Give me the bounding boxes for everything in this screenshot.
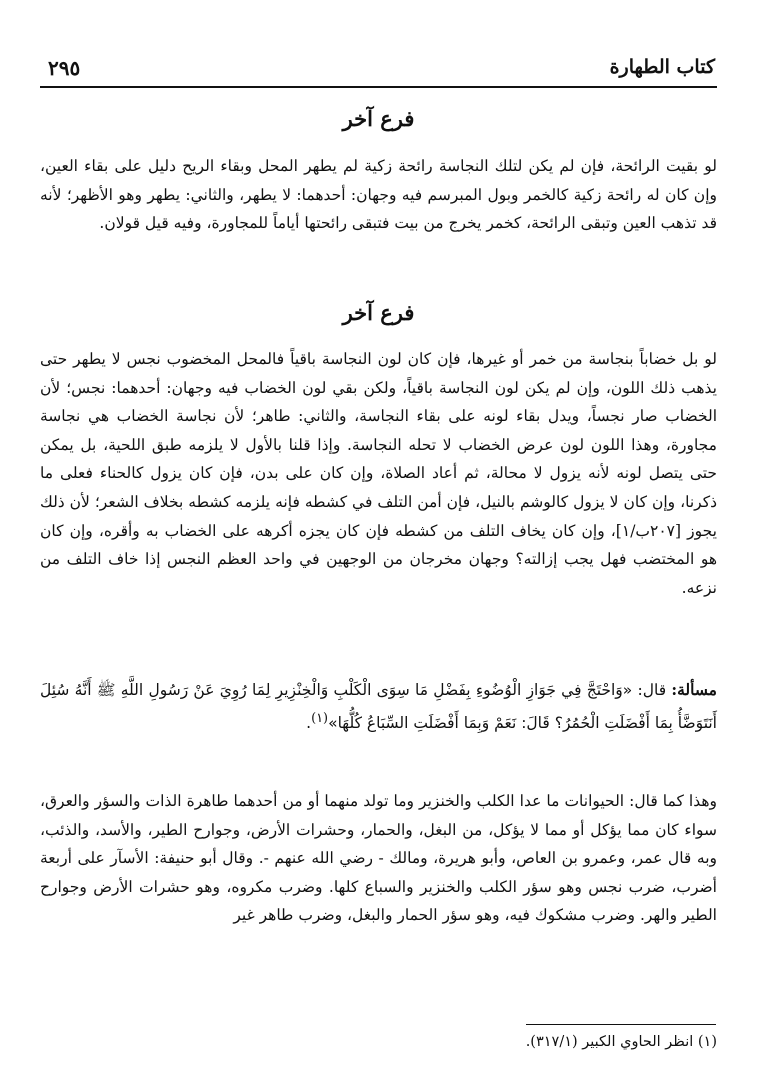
masala-label: مسألة: <box>671 680 717 699</box>
book-title: كتاب الطهارة <box>609 56 715 78</box>
footnote-reference: (١) <box>311 710 329 726</box>
final-paragraph: وهذا كما قال: الحيوانات ما عدا الكلب والخنزير وما تولد منهما أو من أحدهما طاهرة الذات والسؤر والعرق، سواء كان مما يؤكل أو مما لا يؤكل، من البغل، والحمار، وحشرات الأرض، وجوارح الطير، والأسد، والذئب، وبه قال عمر، وعمرو بن العاص، وأبو هريرة، ومالك - رضي الله عنهم -. وقال أبو حنيفة: الأسآر على أربعة أضرب، ضرب نجس وهو سؤر الكلب والخنزير والسباع كلها. وضرب مكروه، وهو حشرات الأرض وجوارح الطير والهر. وضرب مشكوك فيه، وهو سؤر الحمار والبغل، وضرب طاهر غير <box>40 792 717 925</box>
section-heading-1: فرع آخر <box>342 106 415 131</box>
header-rule <box>40 86 717 88</box>
masala-intro: قال: <box>637 681 667 699</box>
masala-block: مسألة: قال: «وَاحْتَجَّ فِي جَوَازِ الْوُضُوءِ بِفَضْلِ مَا سِوَى الْكَلْبِ وَالْخِنْزِيرِ لِمَا رُوِيَ عَنْ رَسُولِ اللَّهِ ﷺ أَنَّهُ سُئِلَ أَنَتَوَضَّأُ بِمَا أَفْضَلَتِ الْحُمُرُ؟ قَالَ: نَعَمْ وَبِمَا أَفْضَلَتِ السِّبَاعُ كُلُّهَا»$^{(١)}$. <box>40 680 717 732</box>
masala-hadith-text: «وَاحْتَجَّ فِي جَوَازِ الْوُضُوءِ بِفَضْلِ مَا سِوَى الْكَلْبِ وَالْخِنْزِيرِ لِمَا رُوِيَ عَنْ رَسُولِ اللَّهِ ﷺ أَنَّهُ سُئِلَ أَنَتَوَضَّأُ بِمَا أَفْضَلَتِ الْحُمُرُ؟ قَالَ: نَعَمْ وَبِمَا أَفْضَلَتِ السِّبَاعُ كُلُّهَا» <box>40 681 717 732</box>
section-paragraph-2: لو بل خضاباً بنجاسة من خمر أو غيرها، فإن كان لون النجاسة باقياً فالمحل المخضوب نجس لا يطهر حتى يذهب ذلك اللون، وإن لم يكن لون النجاسة باقياً، ولكن بقي لون الخضاب فيه وجهان: أحدهما: نجس؛ لأن الخضاب صار نجساً، ويدل بقاء لونه على بقاء النجاسة، والثاني: طاهر؛ لأن نجاسة الخضاب هي نجاسة مجاورة، وهذا اللون لون عرض الخضاب لا تحله النجاسة. وإذا قلنا بالأول لا يلزمه طبق اللحية، بل يمكن حتى يتصل لونه لأنه يزول لا محالة، ثم أعاد الصلاة، وإن كان على بدن، فإن كان يزول كالحناء فعلى ما ذكرنا، وإن كان لا يزول كالوشم بالنيل، فإن أمن التلف في كشطه فإنه يلزمه كشطه بخلاف الشعر؛ لأن ذلك يجوز [٢٠٧ب/١]، وإن كان يخاف التلف من كشطه فإن كان يجزه أكرهه على الخضاب به وأقره، وإن كان هو المختضب فهل يجب إزالته؟ وجهان مخرجان من الوجهين في واحد العظم النجس إذا خاف التلف من نزعه. <box>40 350 717 597</box>
footnote: (١) انظر الحاوي الكبير (٣١٧/١). <box>525 1034 717 1050</box>
page-header <box>40 52 717 88</box>
page-number: ٢٩٥ <box>48 56 81 80</box>
section-heading-2: فرع آخر <box>342 300 415 325</box>
section-paragraph-1: لو بقيت الرائحة، فإن لم يكن لتلك النجاسة رائحة زكية لم يطهر المحل وبقاء الريح دليل على بقاء العين، وإن كان له رائحة زكية كالخمر وبول المبرسم فيه وجهان: أحدهما: لا يطهر، والثاني: يطهر وهو الأظهر؛ لأنه قد تذهب العين وتبقى الرائحة، كخمر يخرج من بيت فتبقى رائحتها أياماً للمجاورة، وفيه قيل قولان. <box>40 157 717 233</box>
footnote-separator <box>526 1024 716 1025</box>
